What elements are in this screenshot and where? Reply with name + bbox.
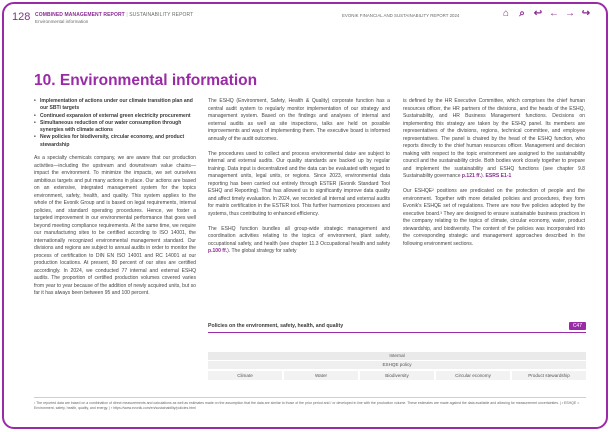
policy-level-eshqe: ESHQE policy (208, 361, 586, 369)
page-reference-link[interactable]: p.100 ff. (208, 248, 228, 254)
page-number: 128 (12, 11, 31, 23)
next-page-icon[interactable]: → (565, 8, 575, 19)
paragraph: The procedures used to collect and process environmental data¹ are subject to internal and external audits. Our quality standards are backed up by regular training. Data input is decentralized and the data can be evaluated with regard to management units, legal units, or regions. Since 2023, environmental data reporting has been carried out entirely through ESTER (Evonik Standard Tool ESHQ and Reporting). That has allowed us to significantly improve data quality and affect timely evaluation. In 2024, we recorded all internal and external audits for matrix certification in the ESTER tool. This further harmonizes processes and systems, thus contributing to enhanced efficiency. (208, 150, 390, 217)
paragraph: The ESHQ (Environment, Safety, Health & Quality) corporate function has a central audit system to regularly monitor implementation of our strategy and management system. Based on the findings and analyses of internal and external audits as well as site inspections, talks are held on possible improvements and ways of implementing them. The executive board is informed annually of the audit outcomes. (208, 98, 390, 142)
esrs-reference-link[interactable]: ESRS E1-1 (485, 173, 512, 179)
breadcrumb-subsection[interactable]: SUSTAINABILITY REPORT (129, 12, 194, 18)
policies-panel (208, 323, 586, 385)
previous-page-icon[interactable]: ← (549, 8, 559, 19)
back-icon[interactable]: ↩ (533, 8, 543, 19)
footnote-divider (34, 397, 586, 398)
report-page (2, 2, 608, 429)
page-reference-link[interactable]: p.121 ff. (461, 173, 481, 179)
policy-cell: Water (284, 371, 358, 380)
column-3 (403, 98, 585, 256)
paragraph-text: ). (481, 173, 485, 179)
home-icon[interactable]: ⌂ (502, 8, 510, 19)
panel-divider (208, 332, 586, 333)
highlight-item: • Simultaneous reduction of our water consumption through synergies with climate actions (34, 120, 196, 135)
report-title: EVONIK FINANCIAL AND SUSTAINABILITY REPORT 2024 (342, 13, 460, 18)
breadcrumb-section[interactable]: COMBINED MANAGEMENT REPORT (35, 12, 125, 18)
highlight-item: • Implementation of actions under our climate transition plan and our SBTi targets (34, 98, 196, 113)
policy-level-internal: Internal (208, 352, 586, 360)
policy-cell: Circular economy (436, 371, 510, 380)
paragraph-text: The ESHQ function bundles all group-wide strategic management and coordination activities relating to the topics of environment, plant safety, occupational safety, and health (see chapter 11.3 Occupational health and safety (208, 225, 390, 247)
paragraph (403, 98, 585, 181)
footnotes: ¹ The reported data are based on a combination of direct measurements and calculations as well as estimates made on the assumption that the data are similar to those of the prior period and / or developed in line with the production volume. These estimates are made against the data available and allowing for measurement uncertainties. | ² ESHQE = Environment, safety, health, quality, and energy. | ³ https://www.evonik.com/en/sustainability/policies.html (34, 401, 580, 411)
policy-cell: Product stewardship (512, 371, 586, 380)
column-2 (208, 98, 390, 263)
forward-icon[interactable]: ↪ (581, 8, 591, 19)
column-1 (34, 98, 196, 305)
paragraph (208, 226, 390, 256)
paragraph: Our ESHQE² positions are predicated on the protection of people and the environment. Together with more detailed policies and procedures, they form Evonik's ESHQE set of regulations. There are now five policies adopted by the executive board.³ They are designed to ensure sustainable business practices in the company relating to the topics of climate, circular economy, water, product stewardship, and biodiversity. The content of the policies was incorporated into the corresponding strategic and management approaches described in the following environment sections. (403, 188, 585, 247)
chart-tag: C47 (569, 322, 586, 330)
panel-title: Policies on the environment, safety, health, and quality (208, 323, 344, 329)
breadcrumb-sublabel: Environmental information (35, 19, 89, 24)
highlight-item: • New policies for biodiversity, circular economy, and product stewardship (34, 134, 196, 149)
highlight-item: • Continued expansion of external green electricity procurement (34, 113, 196, 120)
policy-cell: Climate (208, 371, 282, 380)
breadcrumb-separator: | (126, 12, 128, 18)
paragraph-text: ). The global strategy for safety (227, 248, 297, 254)
policy-cell: Biodiversity (360, 371, 434, 380)
highlights-list (34, 98, 196, 149)
navigation-toolbar (500, 7, 592, 21)
policy-cells (208, 371, 586, 380)
page-title: 10. Environmental information (34, 72, 258, 89)
search-icon[interactable]: ⌕ (519, 8, 525, 19)
paragraph-text: is defined by the HR Executive Committee, which comprises the chief human resources officer, the HR partners of the divisions, and the heads of the ESHQ, Sustainability, and HR Business Management functions. Decisions on implementing this strategy are taken by the ESHQ panel. Its members are representatives of the divisions, regions, technical committee, and employee representatives. The panel is chaired by the head of the ESHQ function, who reports directly to the chief human resources officer. Management and decision making with respect to the topic environment are assigned to the sustainability council and the sustainability circle. Both bodies work closely together to prepare and implement the sustainability and ESHQ functions (see chapter 9.8 Sustainability governance (403, 98, 585, 179)
paragraph: As a specialty chemicals company, we are aware that our production activities—including the upstream and downstream value chains—impact the environment. To minimize the impacts, we set ourselves ambitious targets and put many actions in place. Our actions are based on an extensive, integrated management system for the topics environment, safety, health, and quality. This system applies to the whole of the Evonik Group and is based on legal requirements, internal policies, and standard operating procedures. Hence, we foster a targeted improvement in our environmental performance that goes well beyond meeting compliance requirements. At the same time, we require our manufacturing sites to be certified according to ISO 14001, the internationally recognized environmental management standard. Our divisions and regions are subject to annual audits in order to monitor the process of certification to DIN EN ISO 14001 and RC 14001 at our production locations. At present, 80 percent of our sites are certified accordingly. In 2024, we conducted 77 internal and external ESHQ audits. The proportion of certified production volumes covered varies from year to year because of the addition of newly acquired units, but so far it has always been between 95 and 100 percent. (34, 155, 196, 297)
breadcrumb (35, 12, 193, 18)
